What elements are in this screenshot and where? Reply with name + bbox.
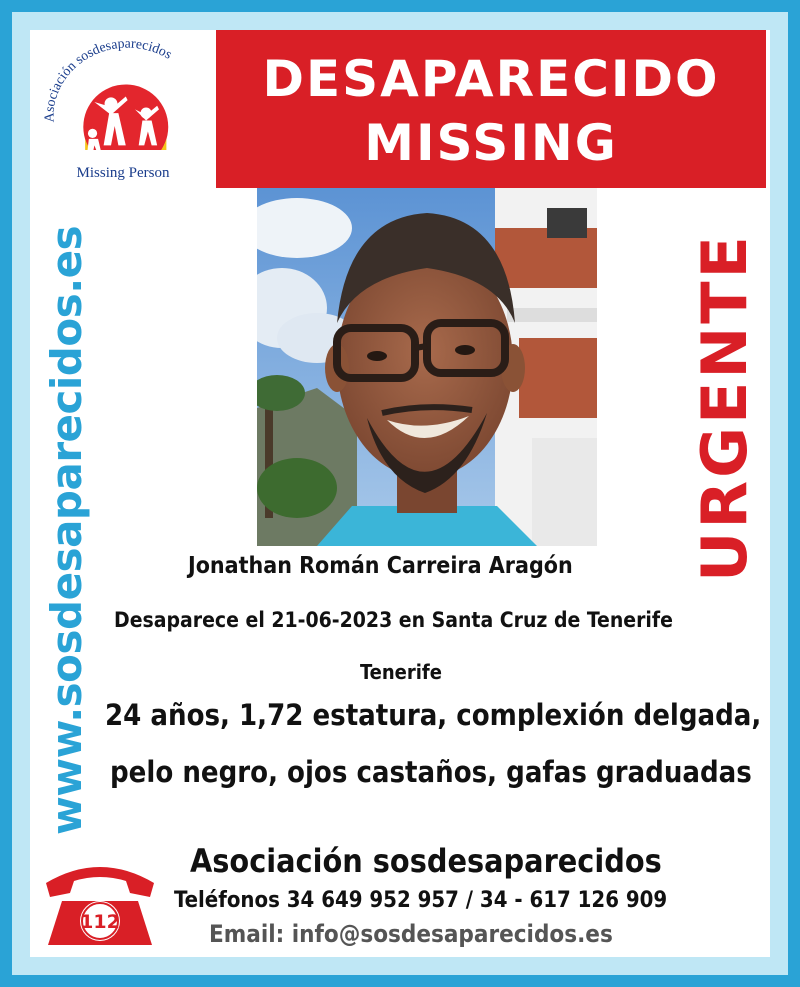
emergency-phone-icon bbox=[40, 857, 160, 949]
physical-description-line1: 24 años, 1,72 estatura, complexión delgada, bbox=[105, 698, 762, 732]
person-name: Jonathan Román Carreira Aragón bbox=[188, 553, 573, 579]
emergency-number: 112 bbox=[80, 911, 120, 933]
logo-emblem-icon bbox=[30, 30, 216, 150]
banner-title-english: MISSING bbox=[364, 114, 618, 172]
person-portrait-icon bbox=[257, 188, 597, 546]
missing-date-location: Desaparece el 21-06-2023 en Santa Cruz de Tenerife bbox=[114, 608, 673, 632]
contact-phones[interactable]: Teléfonos 34 649 952 957 / 34 - 617 126 909 bbox=[174, 888, 668, 913]
missing-banner bbox=[216, 30, 766, 188]
website-link[interactable]: www.sosdesaparecidos.es bbox=[42, 225, 91, 835]
contact-email[interactable]: Email: info@sosdesaparecidos.es bbox=[209, 920, 613, 948]
banner-title-spanish: DESAPARECIDO bbox=[262, 50, 720, 108]
urgent-label: URGENTE bbox=[688, 233, 761, 582]
organization-name: Asociación sosdesaparecidos bbox=[190, 842, 662, 880]
logo-caption: Missing Person bbox=[76, 165, 170, 181]
association-logo bbox=[30, 30, 216, 190]
person-photo bbox=[257, 188, 597, 546]
physical-description-line2: pelo negro, ojos castaños, gafas graduadas bbox=[110, 755, 752, 789]
region-label: Tenerife bbox=[360, 660, 442, 684]
logo-arc-text: Asociación sosdesaparecidos bbox=[41, 35, 175, 123]
